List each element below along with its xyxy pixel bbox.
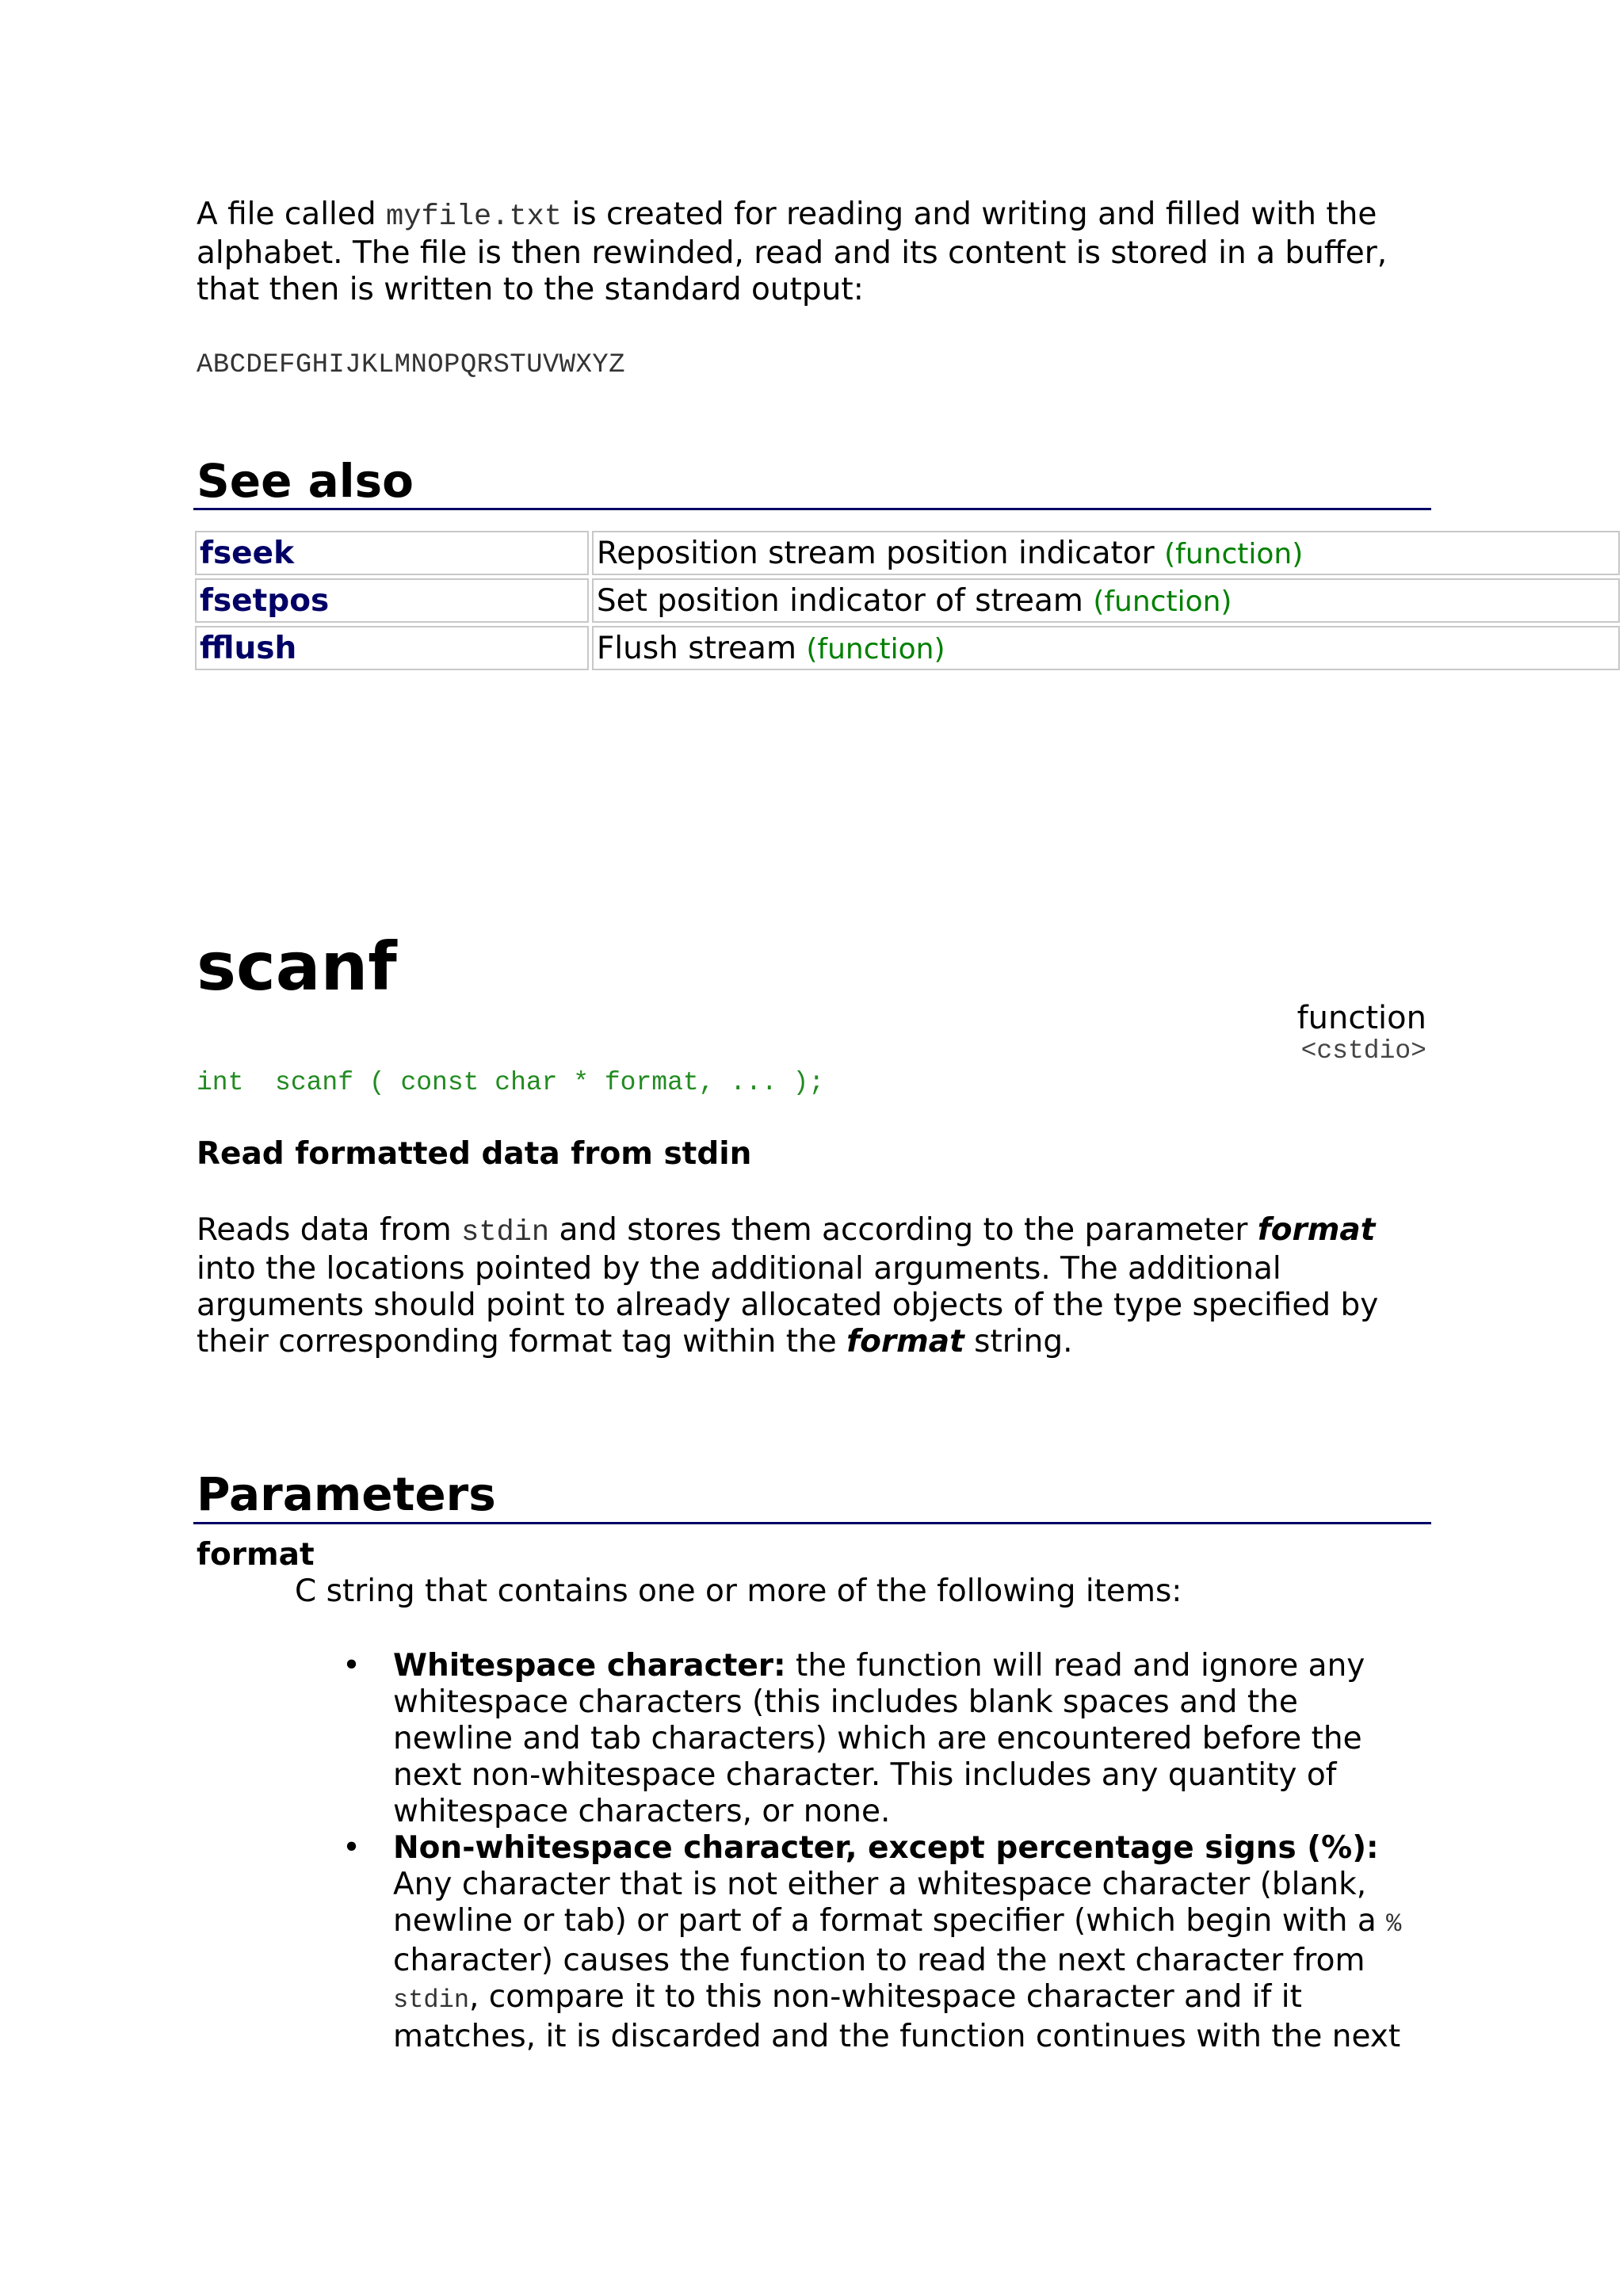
see-also-heading: See also <box>197 454 414 508</box>
item-text: the function will read and ignore any whitespace characters (this includes blank spaces and the newline and tab characters) which are encountered before the next non-whitespace character. This includes any quantity of whitespace characters, or none. <box>393 1648 1365 1829</box>
format-param-ref: format <box>1257 1212 1376 1248</box>
see-also-row <box>195 578 1620 623</box>
see-also-desc <box>592 578 1620 623</box>
param-description: C string that contains one or more of the following items: <box>295 1573 1182 1609</box>
output-sample: ABCDEFGHIJKLMNOPQRSTUVWXYZ <box>197 350 625 380</box>
parameters-heading: Parameters <box>197 1467 496 1521</box>
stdin-code: stdin <box>393 1985 470 2015</box>
desc-text: Reads data from <box>197 1212 462 1248</box>
see-also-link-fsetpos[interactable]: fsetpos <box>195 578 589 623</box>
intro-text: A file called <box>197 196 387 232</box>
stdin-code: stdin <box>461 1216 550 1249</box>
intro-text-cont: is created for reading and writing and filled with the alphabet. The file is then rewinded, read and its content is stored in a buffer, that then is written to the standard output: <box>197 196 1388 307</box>
see-also-desc-text: Flush stream <box>596 630 796 666</box>
see-also-desc <box>592 531 1620 575</box>
desc-text: into the locations pointed by the additional arguments. The additional arguments should point to already allocated objects of the type specified by their corresponding format tag within the <box>197 1251 1379 1360</box>
parameters-rule <box>193 1522 1431 1524</box>
item-text: Any character that is not either a whitespace character (blank, newline or tab) or part of a format specifier (which begin with a <box>393 1867 1387 1939</box>
bullet-icon: • <box>342 1830 361 1866</box>
param-name-format: format <box>197 1537 315 1573</box>
function-prototype: int scanf ( const char * format, ... ); <box>197 1068 825 1097</box>
desc-text: string. <box>964 1324 1073 1360</box>
item-term: Non-whitespace character, except percentage signs (%): <box>393 1830 1379 1866</box>
entry-kind: function <box>1296 1000 1426 1036</box>
filename-code: myfile.txt <box>386 200 563 234</box>
see-also-row <box>195 626 1620 670</box>
item-text: character) causes the function to read the next character from <box>393 1943 1365 1978</box>
intro-paragraph <box>197 196 1433 308</box>
format-param-ref: format <box>846 1324 964 1360</box>
entry-description <box>197 1212 1433 1360</box>
entry-summary: Read formatted data from stdin <box>197 1136 752 1172</box>
see-also-link-fseek[interactable]: fseek <box>195 531 589 575</box>
desc-text: and stores them according to the parameter <box>549 1212 1258 1248</box>
entry-header-file: <cstdio> <box>1300 1036 1426 1066</box>
see-also-table <box>192 528 1623 673</box>
see-also-desc-text: Reposition stream position indicator <box>596 535 1155 571</box>
see-also-kind: (function) <box>1164 537 1304 570</box>
percent-code: % <box>1386 1909 1402 1939</box>
see-also-rule <box>193 508 1431 510</box>
list-item <box>342 1830 1415 2055</box>
item-text: , compare it to this non-whitespace character and if it matches, it is discarded and the function continues with the next <box>393 1979 1401 2054</box>
see-also-desc <box>592 626 1620 670</box>
see-also-desc-text: Set position indicator of stream <box>596 582 1083 619</box>
bullet-icon: • <box>342 1648 361 1684</box>
entry-title: scanf <box>197 928 397 1005</box>
see-also-kind: (function) <box>1093 585 1232 618</box>
see-also-link-fflush[interactable]: fflush <box>195 626 589 670</box>
item-term: Whitespace character: <box>393 1648 786 1684</box>
see-also-kind: (function) <box>806 632 945 666</box>
see-also-row <box>195 531 1620 575</box>
list-item <box>342 1648 1415 1830</box>
format-items-list <box>342 1648 1415 2055</box>
